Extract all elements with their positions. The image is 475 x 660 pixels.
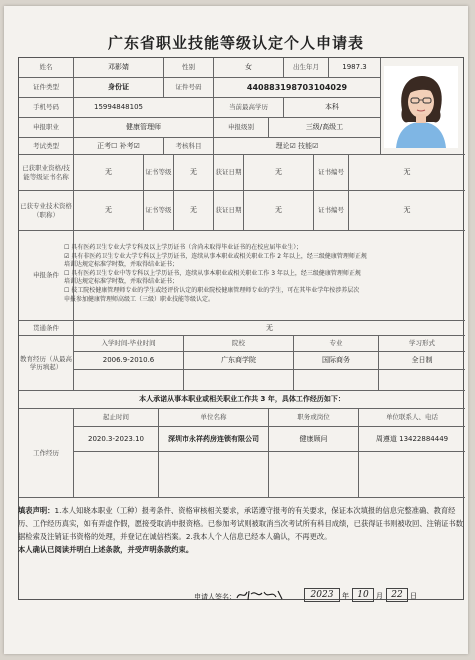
gender-value: 女 bbox=[214, 58, 284, 78]
condition-line: ☐ 技工院校健康管理师专业的学生或经评价认定的职业院校健康管理师专业的学生，可在其毕业学年按涉养层次 bbox=[64, 286, 360, 294]
idtype-label: 证件类型 bbox=[19, 78, 74, 98]
sign-year: 2023 bbox=[304, 588, 340, 602]
sign-month: 10 bbox=[352, 588, 374, 602]
edu-empty-cell bbox=[184, 370, 294, 391]
edu-header-major: 专业 bbox=[294, 336, 379, 352]
portrait-image bbox=[384, 66, 458, 148]
condition-line: ☐ 具有医药卫生专业中等专科以上学历证书，连续从事本职业或相关职业工作 3 年以上，经三级健康管理师正规 bbox=[64, 269, 361, 277]
signature-label: 申请人签名： bbox=[194, 593, 236, 601]
edu-time: 2006.9-2010.6 bbox=[74, 352, 184, 370]
occupation-label: 申报职业 bbox=[19, 118, 74, 138]
work-contact: 周遵道 13422884449 bbox=[359, 427, 465, 452]
idno-label: 证件号码 bbox=[164, 78, 214, 98]
cert-level-label: 证书等级 bbox=[144, 155, 174, 191]
condition-line: ☐ 具有医药卫生专业大学专科及以上学历证书（含尚未取得毕业证书的在校应届毕业生）； bbox=[64, 244, 303, 251]
edu-header-school: 院校 bbox=[184, 336, 294, 352]
education-label: 教育经历（从最高学历填起） bbox=[19, 336, 74, 391]
work-empty-cell bbox=[359, 452, 465, 498]
title-no-label: 证书编号 bbox=[314, 191, 349, 231]
transfer-label: 贯通条件 bbox=[19, 321, 74, 336]
work-header-contact: 单位联系人、电话 bbox=[359, 409, 465, 427]
occupation-value: 健康管理师 bbox=[74, 118, 214, 138]
condition-line: 申报参加健康管理师高级工（三级）职业技能等级认定。 bbox=[64, 295, 215, 303]
exam-type-options[interactable]: 正考☐ 补考☑ bbox=[74, 138, 164, 155]
transfer-value: 无 bbox=[74, 321, 465, 336]
subject-options[interactable]: 理论☑ 技能☑ bbox=[214, 138, 381, 155]
edu-empty-cell bbox=[379, 370, 465, 391]
level-value: 三级/高级工 bbox=[269, 118, 381, 138]
cert-no-label: 证书编号 bbox=[314, 155, 349, 191]
cert-date-label: 获证日期 bbox=[214, 155, 244, 191]
work-header-post: 职务或岗位 bbox=[269, 409, 359, 427]
birth-value: 1987.3 bbox=[329, 58, 381, 78]
title-label: 已获专业技术资格（职称） bbox=[19, 191, 74, 231]
cert-level-value: 无 bbox=[174, 155, 214, 191]
declaration-confirm: 本人确认已阅读并明白上述条款，并受声明条款约束。 bbox=[18, 545, 194, 555]
conditions-label: 申报条件 bbox=[19, 231, 74, 321]
edu-empty-cell bbox=[74, 370, 184, 391]
edu-header-form: 学习形式 bbox=[379, 336, 465, 352]
cert-label: 已获职业资格/技能等级证书名称 bbox=[19, 155, 74, 191]
work-years-statement: 本人承诺从事本职业或相关职业工作共 3 年，具体工作经历如下： bbox=[19, 391, 465, 409]
work-post: 健康顾问 bbox=[269, 427, 359, 452]
work-empty-cell bbox=[159, 452, 269, 498]
conditions-list bbox=[64, 244, 394, 304]
edu-school: 广东商学院 bbox=[184, 352, 294, 370]
work-time: 2020.3-2023.10 bbox=[74, 427, 159, 452]
work-empty-cell bbox=[74, 452, 159, 498]
cert-value: 无 bbox=[74, 155, 144, 191]
exam-type-label: 考试类型 bbox=[19, 138, 74, 155]
work-header-time: 起止时间 bbox=[74, 409, 159, 427]
form-title: 广东省职业技能等级认定个人申请表 bbox=[107, 34, 364, 52]
name-value: 邓影婧 bbox=[74, 58, 164, 78]
edu-form: 全日制 bbox=[379, 352, 465, 370]
declaration-text: 1.本人知晓本职业（工种）报考条件、资格审核相关要求，承诺遵守报考的有关要求，保证本次填报的信息完整准确、教育经历、工作经历真实，如有弄虚作假，愿接受取消申报资格。已参加考试则被取消当次考试所有科目成绩，已获得证书则被收回、注销证书数据检索及注销证书资格的处理，并登记在诚信档案。2.我本人个人信息已经本人确认，不再更改。 bbox=[18, 506, 464, 542]
title-level-value: 无 bbox=[174, 191, 214, 231]
title-date-value: 无 bbox=[244, 191, 314, 231]
month-unit: 月 bbox=[376, 592, 383, 600]
title-level-label: 证书等级 bbox=[144, 191, 174, 231]
gender-label: 性别 bbox=[164, 58, 214, 78]
phone-label: 手机号码 bbox=[19, 98, 74, 118]
work-empty-cell bbox=[269, 452, 359, 498]
title-no-value: 无 bbox=[349, 191, 465, 231]
cert-no-value: 无 bbox=[349, 155, 465, 191]
work-unit: 深圳市永祥药房连锁有限公司 bbox=[159, 427, 269, 452]
phone-value: 15994848105 bbox=[74, 98, 214, 118]
sign-day: 22 bbox=[386, 588, 408, 602]
work-label: 工作经历 bbox=[19, 409, 74, 498]
birth-label: 出生年月 bbox=[284, 58, 329, 78]
day-unit: 日 bbox=[410, 592, 417, 600]
title-date-label: 获证日期 bbox=[214, 191, 244, 231]
condition-line: 培训达规定标准学时数，并取得结业证书； bbox=[64, 261, 179, 269]
idtype-value: 身份证 bbox=[74, 78, 164, 98]
condition-line: 培训达规定标准学时数，并取得结业证书； bbox=[64, 278, 179, 286]
idno-value: 440883198703104029 bbox=[214, 78, 381, 98]
declaration bbox=[18, 504, 464, 557]
application-sheet bbox=[4, 6, 468, 654]
cert-date-value: 无 bbox=[244, 155, 314, 191]
work-header-unit: 单位名称 bbox=[159, 409, 269, 427]
condition-line: ☑ 具有非医药卫生专业大学专科以上学历证书，连续从事本职业或相关职业工作 2 年以上，经三级健康管理师正规 bbox=[64, 252, 367, 260]
year-unit: 年 bbox=[342, 592, 349, 600]
edu-header-time: 入学时间-毕业时间 bbox=[74, 336, 184, 352]
applicant-photo bbox=[384, 66, 458, 148]
edu-label: 当前最高学历 bbox=[214, 98, 284, 118]
edu-empty-cell bbox=[294, 370, 379, 391]
name-label: 姓名 bbox=[19, 58, 74, 78]
level-label: 申报级别 bbox=[214, 118, 269, 138]
handwritten-signature bbox=[234, 588, 286, 602]
subject-label: 考核科目 bbox=[164, 138, 214, 155]
edu-major: 国际商务 bbox=[294, 352, 379, 370]
title-value: 无 bbox=[74, 191, 144, 231]
edu-value: 本科 bbox=[284, 98, 381, 118]
declaration-head: 填表声明： bbox=[18, 506, 55, 515]
